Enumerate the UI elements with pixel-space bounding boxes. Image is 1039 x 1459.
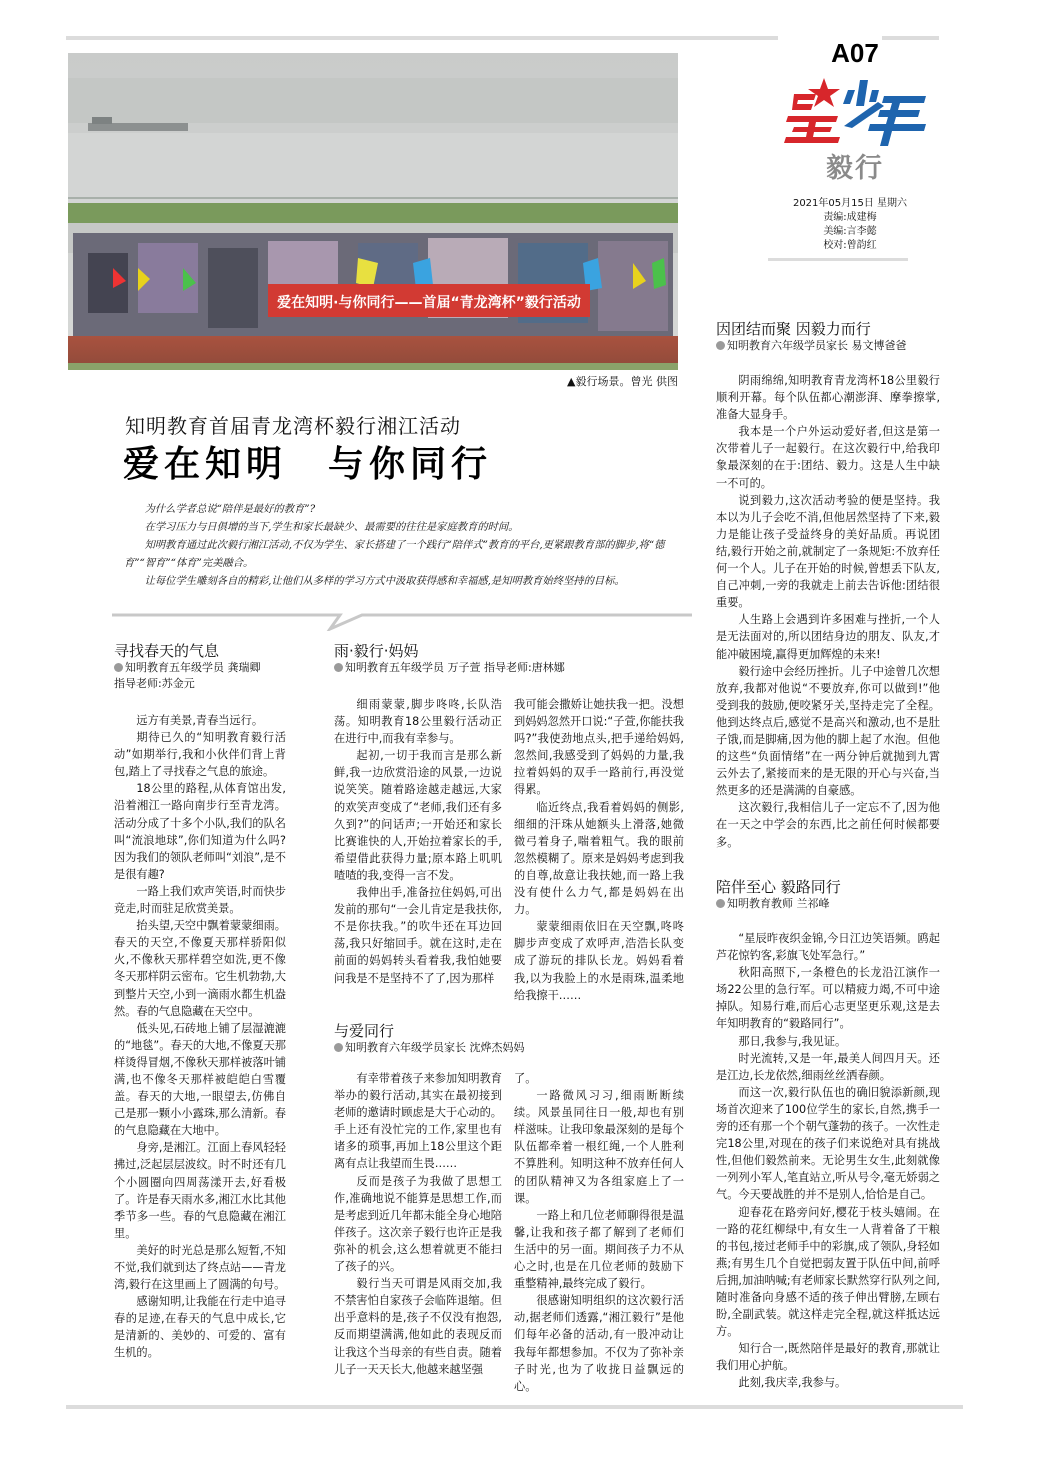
article-body (114, 712, 286, 1362)
headline-kicker: 知明教育首届青龙湾杯毅行湘江活动 (125, 414, 461, 438)
headline-title: 爱在知明 与你同行 (123, 444, 493, 485)
paragraph: 我本是一个户外运动爱好者,但这是第一次带着儿子一起毅行。在这次毅行中,给我印象最深刻的在于:团结、毅力。这是人生中缺一不可的。 (716, 425, 940, 490)
paragraph: 起初,一切于我而言是那么新鲜,我一边欣赏沿途的风景,一边说说笑笑。随着路途越走越远,大家的欢笑声变成了“老师,我们还有多久到?”的问话声;一开始还和家长比赛谁快的人,开始拉着家长的手,希望借此获得力量;原本路上叽叽喳喳的我,变得一言不发。 (334, 749, 502, 882)
paragraph: 身旁,是湘江。江面上春风轻轻拂过,泛起层层波纹。时不时还有几个小圆圈向四周荡漾开去,好看极了。许是春天雨水多,湘江水比其他季节多一些。春的气息隐藏在湘江里。 (114, 1141, 286, 1240)
article-byline: 知明教育五年级学员 万子萱 指导老师:唐林娜 (334, 660, 694, 676)
intro-paragraph: 让每位学生雕刻各自的精彩,让他们从多样的学习方式中汲取获得感和幸福感,是知明教育始终坚持的目标。 (144, 575, 625, 587)
intro-lead (124, 500, 689, 590)
paragraph: 蒙蒙细雨依旧在天空飘,咚咚脚步声变成了欢呼声,浩浩长队变成了游玩的排队长龙。妈妈看着我,以为我脸上的水是雨珠,温柔地给我擦干…… (514, 920, 684, 1002)
banner-text: 爱在知明·与你同行——首届“青龙湾杯”毅行活动 (277, 295, 581, 311)
bullet-dot-icon (114, 663, 123, 672)
article-title: 寻找春天的气息 (114, 642, 220, 660)
intro-divider (112, 613, 692, 631)
paragraph: “星辰昨夜织金锦,今日江边笑语频。鸥起芦花惊钓客,彩旗飞处军急行。” (716, 932, 940, 963)
paragraph: 秋阳高照下,一条橙色的长龙沿江演作一场22公里的急行军。可以精疲力竭,不可中途掉队。知易行难,而后心志更坚更乐观,这是去年知明教育的“毅路同行”。 (716, 966, 940, 1031)
article-body-col1 (334, 1070, 502, 1378)
paragraph: 一路微风习习,细雨断断续续。风景虽同往日一般,却也有别样滋味。让我印象最深刻的是每个队伍都牵着一根红绳,一个人胜利不算胜利。知明这种不放弃任何人的团队精神又为各组家庭上了一课。 (514, 1089, 684, 1205)
bullet-dot-icon (334, 663, 343, 672)
paragraph: 此刻,我庆幸,我参与。 (738, 1376, 847, 1390)
paragraph: 低头见,石砖地上铺了层湿漉漉的“地毯”。春天的大地,不像夏天那样烫得冒烟,不像秋天那样被落叶铺满,也不像冬天那样被皑皑白雪覆盖。春天的大地,一眼望去,仿佛自己是那一颗小小露珠,那么清新。春的气息隐藏在大地中。 (114, 1021, 286, 1138)
paragraph: 了。 (514, 1072, 537, 1085)
paragraph: 美好的时光总是那么短暂,不知不觉,我们就到达了终点站——青龙湾,毅行在这里画上了圆满的句号。 (114, 1243, 286, 1292)
paragraph: 那日,我参与,我见证。 (738, 1034, 847, 1048)
article-byline: 知明教育五年级学员 龚瑞卿 指导老师:苏金元 (114, 661, 261, 690)
paragraph: 18公里的路程,从体育馆出发,沿着湘江一路向南步行至青龙湾。活动分成了十多个小队,我们的队名叫“流浪地球”,你们知道为什么吗?因为我们的领队老师叫“刘浪”,是不是很有趣? (114, 782, 286, 881)
header-rule (768, 258, 908, 261)
paragraph: 说到毅力,这次活动考验的便是坚持。我本以为儿子会吃不消,但他居然坚持了下来,毅力是能让孩子受益终身的美好品质。再说团结,毅行开始之前,就制定了一条规矩:不放弃任何一个人。儿子在开始的时候,曾想丢下队友,自己冲刺,一旁的我就走上前去告诉他:团结很重要。 (716, 493, 940, 610)
designer-credit: 美编:言李懿 (823, 226, 877, 237)
proofreader-credit: 校对:曾韵红 (823, 240, 877, 251)
article-body-col2 (514, 696, 684, 1004)
paragraph: 一路上我们欢声笑语,时而快步竞走,时而驻足欣赏美景。 (114, 884, 286, 916)
article-title: 雨·毅行·妈妈 (334, 642, 419, 660)
editor-credit: 责编:成建梅 (823, 212, 877, 223)
paragraph: 迎春花在路旁问好,樱花于枝头嬉闹。在一路的花红柳绿中,有女生一人背着备了干粮的书包,接过老师手中的彩旗,成了领队,身轻如燕;有男生几个自觉把弱友置于队伍中间,前呼后拥,加油呐喊;有老师家长默然穿行队列之间,随时准备向身感不适的孩子伸出臂膀,左顾右盼,全副武装。就这样走完全程,就这样抵达远方。 (716, 1205, 940, 1339)
intro-paragraph: 在学习压力与日俱增的当下,学生和家长最缺少、最需要的往往是家庭教育的时间。 (144, 521, 519, 533)
top-rule-left (66, 36, 778, 40)
page-number: A07 (831, 38, 879, 68)
article-body-col1 (334, 696, 502, 987)
photo-caption: ▲毅行场景。曾光 供图 (567, 375, 678, 388)
bullet-dot-icon (334, 1043, 343, 1052)
paragraph: 抬头望,天空中飘着蒙蒙细雨。春天的天空,不像夏天那样骄阳似火,不像秋天那样碧空如洗,更不像冬天那样阴云密布。它生机勃勃,大到整片天空,小到一滴雨水都生机盎然。春的气息隐藏在天空中。 (114, 919, 286, 1018)
paragraph: 很感谢知明组织的这次毅行活动,据老师们透露,“湘江毅行”是他们每年必备的活动,有一股冲动让我每年都想参加。不仅为了弥补亲子时光,也为了收拢日益飘远的心。 (514, 1294, 684, 1393)
bullet-dot-icon (716, 341, 725, 350)
brand-logo (780, 76, 930, 148)
paragraph: 毅行途中会经历挫折。儿子中途曾几次想放弃,我都对他说“不要放弃,你可以做到!”他受到我的鼓励,便咬紧牙关,坚持走完了全程。他到达终点后,感觉不是高兴和激动,也不是肚子饿,而是脚痛,因为他的脚上起了水泡。但他的这些“负面情绪”在一两分钟后就抛到九霄云外去了,紧接而来的是无限的开心与兴奋,当然更多的还是满满的自豪感。 (716, 664, 940, 798)
paragraph: 细雨蒙蒙,脚步咚咚,长队浩荡。知明教育18公里毅行活动正在进行中,而我有幸参与。 (334, 698, 502, 746)
issue-date: 2021年05月15日 星期六 (792, 198, 908, 209)
paragraph: 知行合一,既然陪伴是最好的教育,那就让我们用心护航。 (716, 1342, 940, 1373)
bullet-dot-icon (716, 899, 725, 908)
article-title: 因团结而聚 因毅力而行 (716, 320, 871, 338)
paragraph: 毅行当天可谓是风雨交加,我不禁害怕自家孩子会临阵退缩。但出乎意料的是,孩子不仅没有抱怨,反而期望满满,他如此的表现反而让我这个当母亲的有些自责。随着儿子一天天长大,他越来越坚强 (334, 1277, 502, 1376)
article-byline: 知明教育六年级学员家长 易文博爸爸 (716, 338, 946, 354)
article-byline: 知明教育教师 兰祁峰 (716, 896, 946, 912)
paragraph: 而这一次,毅行队伍也的确旧貌添新颜,现场首次迎来了100位学生的家长,自然,携手一旁的还有那一个个朝气蓬勃的孩子。一次性走完18公里,对现在的孩子们来说绝对具有挑战性,但他们毅然前来。无论男生女生,此刻就像一列列小军人,笔直站立,听从号令,毫无娇弱之气。今天要战胜的并不是别人,恰恰是自己。 (716, 1085, 940, 1202)
event-photo (68, 53, 678, 370)
paragraph: 有幸带着孩子来参加知明教育举办的毅行活动,其实在最初接到老师的邀请时顾虑是大于心动的。手上还有没忙完的工作,家里也有诸多的琐事,再加上18公里这个距离有点让我望而生畏…… (334, 1072, 502, 1171)
paragraph: 这次毅行,我相信儿子一定忘不了,因为他在一天之中学会的东西,比之前任何时候都要多。 (716, 801, 940, 849)
paragraph: 期待已久的“知明教育毅行活动”如期举行,我和小伙伴们背上背包,踏上了寻找春之气息的旅途。 (114, 731, 286, 779)
article-body (716, 930, 940, 1392)
paragraph: 感谢知明,让我能在行走中追寻春的足迹,在春天的气息中成长,它是清新的、美妙的、可爱的、富有生机的。 (114, 1295, 286, 1360)
paragraph: 远方有美景,青春当远行。 (136, 714, 264, 727)
intro-paragraph: 为什么学者总说“陪伴是最好的教育”? (144, 503, 316, 515)
bottom-rule (66, 1405, 963, 1409)
paragraph: 阴雨绵绵,知明教育青龙湾杯18公里毅行顺利开幕。每个队伍都心潮澎湃、摩拳擦掌,准备大显身手。 (716, 374, 940, 422)
article-body (716, 372, 940, 851)
paragraph: 我伸出手,准备拉住妈妈,可出发前的那句“一会儿肯定是我扶你,不是你扶我。”的吹牛还在耳边回荡,我只好缩回手。就在这时,走在前面的妈妈转头看着我,我怕她要问我是不是坚持不了了,因为那样 (334, 886, 502, 985)
paragraph: 时光流转,又是一年,最美人间四月天。还是江边,长龙依然,细雨丝丝洒春颜。 (716, 1051, 940, 1082)
intro-paragraph: 知明教育通过此次毅行湘江活动,不仅为学生、家长搭建了一个践行“陪伴式”教育的平台,更紧跟教育部的脚步,将“德育”“智育”“体育”完美融合。 (124, 539, 665, 569)
paragraph: 人生路上会遇到许多困难与挫折,一个人是无法面对的,所以团结身边的朋友、队友,才能冲破困境,赢得更加辉煌的未来! (716, 613, 940, 661)
article-title: 陪伴至心 毅路同行 (716, 878, 841, 896)
paragraph: 我可能会撒娇让她扶我一把。没想到妈妈忽然开口说:“子萱,你能扶我吗?”我使劲地点头,把手递给妈妈,忽然间,我感受到了妈妈的力量,我拉着妈妈的双手一路前行,再没觉得累。 (514, 698, 684, 797)
article-byline: 知明教育六年级学员家长 沈烨杰妈妈 (334, 1040, 694, 1056)
article-title: 与爱同行 (334, 1022, 395, 1040)
article-body-col2 (514, 1070, 684, 1395)
paragraph: 临近终点,我看着妈妈的侧影,细细的汗珠从她额头上滑落,她微微弓着身子,喘着粗气。我的眼前忽然模糊了。原来是妈妈考虑到我的自尊,故意让我扶她,而一路上我没有使什么力气,都是妈妈在出力。 (514, 800, 684, 917)
paragraph: 反而是孩子为我做了思想工作,准确地说不能算是思想工作,而是考虑到近几年都未能全身心地陪伴孩子。这次亲子毅行也许正是我弥补的机会,这么想着就更不能扫了孩子的兴。 (334, 1174, 502, 1274)
paragraph: 一路上和几位老师聊得很是温馨,让我和孩子都了解到了老师们生活中的另一面。期间孩子力不从心之时,也是在几位老师的鼓励下重整精神,最终完成了毅行。 (514, 1208, 684, 1291)
section-title: 毅行 (826, 153, 884, 184)
